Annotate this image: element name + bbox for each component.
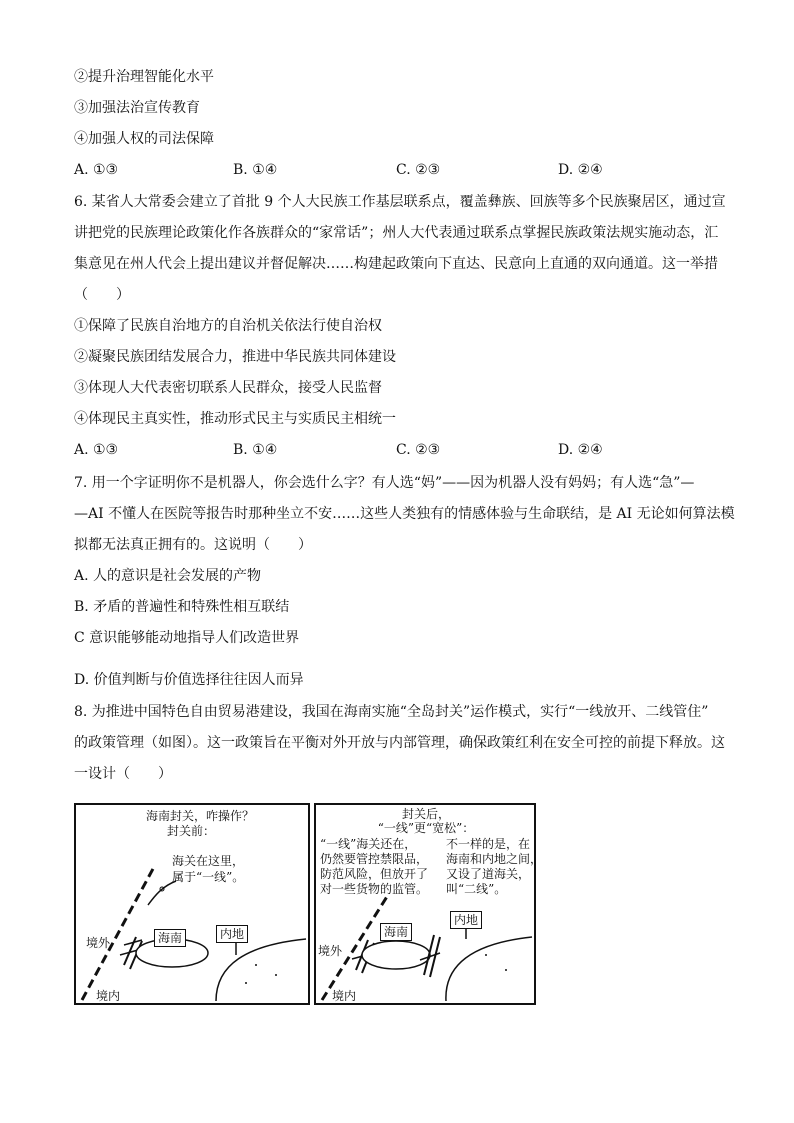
comic-left-subtitle: 封关前： (166, 824, 215, 838)
q5-item-3: ③加强法治宣传教育 (74, 100, 200, 116)
comic-left-title: 海南封关，咋操作？ (146, 809, 255, 823)
q5-option-c: C. ②③ (396, 162, 441, 178)
comic-panel-after (314, 803, 543, 1005)
q6-stem-line-1: 6. 某省人大常委会建立了首批 9 个人大民族工作基层联系点，覆盖彝族、回族等多个民族聚居区，通过宣 (74, 194, 726, 210)
comic-left-jingnei: 境内 (96, 989, 121, 1003)
q5-item-2: ②提升治理智能化水平 (74, 69, 214, 85)
q6-item-3: ③体现人大代表密切联系人民群众，接受人民监督 (74, 380, 382, 396)
q8-stem-line-3: 一设计（ ） (74, 766, 172, 782)
q6-item-2: ②凝聚民族团结发展合力，推进中华民族共同体建设 (74, 349, 396, 365)
q7-stem-line-1: 7. 用一个字证明你不是机器人，你会选什么字？有人选“妈”——因为机器人没有妈妈；有人选“急”— (74, 475, 695, 491)
q8-stem-line-1: 8. 为推进中国特色自由贸易港建设，我国在海南实施“全岛封关”运作模式，实行“一线放开、二线管住” (74, 704, 709, 720)
q7-option-a: A. 人的意识是社会发展的产物 (74, 568, 262, 584)
q8-stem-line-2: 的政策管理（如图）。这一政策旨在平衡对外开放与内部管理，确保政策红利在安全可控的前提下释放。这 (74, 735, 725, 751)
comic-right-hainan-sign: 海南 (380, 923, 412, 941)
q6-item-4: ④体现民主真实性，推动形式民主与实质民主相统一 (74, 411, 396, 427)
q6-stem-line-4: （ ） (74, 287, 130, 303)
q6-stem-line-2: 讲把党的民族理论政策化作各族群众的“家常话”；州人大代表通过联系点掌握民族政策法规实施动态，汇 (74, 225, 719, 241)
q6-option-b: B. ①④ (233, 442, 278, 458)
comic-right-subtitle: “一线”更“宽松”： (377, 821, 475, 835)
comic-panel-before (74, 803, 310, 1005)
comic-right-title: 封关后， (401, 807, 450, 821)
comic-right-col2-4: 叫“二线”。 (446, 882, 507, 896)
comic-right-col1-4: 对一些货物的监管。 (320, 882, 429, 896)
q6-option-c: C. ②③ (396, 442, 441, 458)
q7-stem-line-2: —AI 不懂人在医院等报告时那种坐立不安……这些人类独有的情感体验与生命联结，是 AI 无论如何算法模 (74, 506, 735, 522)
q7-option-b: B. 矛盾的普遍性和特殊性相互联结 (74, 599, 290, 615)
q7-stem-line-3: 拟都无法真正拥有的。这说明（ ） (74, 537, 312, 553)
q6-item-1: ①保障了民族自治地方的自治机关依法行使自治权 (74, 318, 382, 334)
comic-left-bubble-2: 属于“一线”。 (172, 870, 245, 884)
comic-right-col1-2: 仍然要管控禁限品， (320, 852, 429, 866)
comic-right-col2-2: 海南和内地之间， (446, 852, 543, 866)
q5-option-b: B. ①④ (233, 162, 278, 178)
q6-option-a: A. ①③ (74, 442, 119, 458)
q6-stem-line-3: 集意见在州人代会上提出建议并督促解决……构建起政策向下直达、民意向上直通的双向通道。这一举措 (74, 256, 718, 272)
comic-left-hainan-sign: 海南 (154, 929, 186, 947)
q6-option-d: D. ②④ (558, 442, 603, 458)
comic-left-neidi-sign: 内地 (216, 925, 248, 943)
comic-right-jingwai: 境外 (318, 944, 343, 958)
comic-left-bubble-1: 海关在这里， (172, 854, 245, 868)
q7-option-d: D. 价值判断与价值选择往往因人而异 (74, 672, 304, 688)
comic-right-col2-3: 又设了道海关， (446, 867, 531, 881)
q5-item-4: ④加强人权的司法保障 (74, 131, 214, 147)
comic-right-col1-3: 防范风险，但放开了 (320, 867, 429, 881)
comic-right-jingnei: 境内 (332, 989, 357, 1003)
comic-right-col2-1: 不一样的是，在 (446, 837, 531, 851)
comic-right-neidi-sign: 内地 (450, 911, 482, 929)
q5-option-d: D. ②④ (558, 162, 603, 178)
q5-option-a: A. ①③ (74, 162, 119, 178)
comic-right-col1-1: “一线”海关还在， (320, 837, 417, 851)
q7-option-c: C 意识能够能动地指导人们改造世界 (74, 630, 300, 646)
comic-left-jingwai: 境外 (86, 936, 111, 950)
